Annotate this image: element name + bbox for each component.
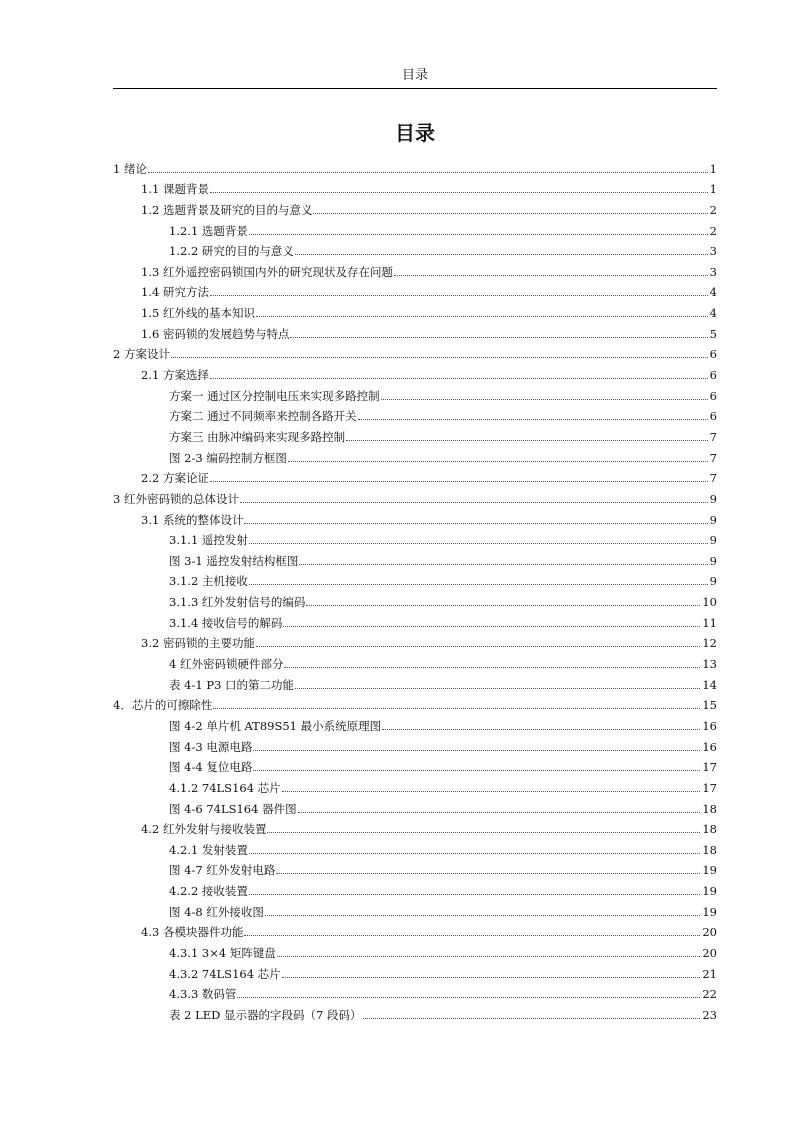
toc-leader-dots <box>277 955 701 957</box>
toc-entry-title: 3.1.2 主机接收 <box>169 574 248 589</box>
toc-leader-dots <box>358 418 708 420</box>
toc-entry[interactable] <box>113 404 717 425</box>
toc-entry[interactable] <box>113 445 717 466</box>
toc-entry[interactable] <box>113 177 717 198</box>
toc-entry[interactable] <box>113 1002 717 1023</box>
toc-entry-title: 表 2 LED 显示器的字段码（7 段码） <box>169 1007 362 1022</box>
toc-leader-dots <box>249 893 700 895</box>
toc-entry-title: 1.4 研究方法 <box>141 285 209 300</box>
toc-entry-title: 3.1.3 红外发射信号的编码 <box>169 595 306 610</box>
toc-leader-dots <box>346 439 708 441</box>
toc-entry-title: 1.5 红外线的基本知识 <box>141 306 255 321</box>
toc-entry[interactable] <box>113 383 717 404</box>
toc-entry[interactable] <box>113 775 717 796</box>
toc-entry-page: 4 <box>709 285 717 300</box>
toc-entry-page: 11 <box>702 615 717 630</box>
toc-entry-title: 4.3.1 3×4 矩阵键盘 <box>169 945 276 960</box>
toc-entry-title: 方案一 通过区分控制电压来实现多路控制 <box>169 388 380 403</box>
toc-entry[interactable] <box>113 899 717 920</box>
toc-entry-title: 图 2-3 编码控制方框图 <box>169 450 287 465</box>
toc-leader-dots <box>298 811 701 813</box>
toc-leader-dots <box>249 583 708 585</box>
toc-entry-title: 1.2 选题背景及研究的目的与意义 <box>141 202 313 217</box>
toc-leader-dots <box>253 749 700 751</box>
toc-leader-dots <box>290 336 707 338</box>
toc-leader-dots <box>171 356 708 358</box>
toc-entry-page: 18 <box>702 842 717 857</box>
toc-entry[interactable] <box>113 610 717 631</box>
toc-entry-title: 表 4-1 P3 口的第二功能 <box>169 677 295 692</box>
toc-entry-title: 1.1 课题背景 <box>141 182 209 197</box>
toc-entry-title: 4.2 红外发射与接收装置 <box>141 822 267 837</box>
toc-entry-page: 4 <box>709 306 717 321</box>
toc-leader-dots <box>244 934 700 936</box>
toc-entry-page: 17 <box>702 760 717 775</box>
toc-entry-page: 16 <box>702 739 717 754</box>
toc-entry-page: 18 <box>702 822 717 837</box>
toc-entry-page: 9 <box>709 491 717 506</box>
toc-entry-page: 15 <box>702 698 717 713</box>
toc-entry-title: 图 3-1 遥控发射结构框图 <box>169 553 299 568</box>
toc-leader-dots <box>282 976 701 978</box>
toc-entry[interactable] <box>113 528 717 549</box>
toc-entry[interactable] <box>113 321 717 342</box>
toc-entry[interactable] <box>113 755 717 776</box>
toc-entry-title: 3.2 密码锁的主要功能 <box>141 636 255 651</box>
toc-entry[interactable] <box>113 796 717 817</box>
toc-entry[interactable] <box>113 734 717 755</box>
toc-entry-page: 6 <box>709 368 717 383</box>
toc-entry-title: 图 4-3 电源电路 <box>169 739 253 754</box>
toc-leader-dots <box>313 212 707 214</box>
toc-leader-dots <box>276 872 700 874</box>
toc-leader-dots <box>265 914 701 916</box>
toc-entry-page: 6 <box>709 409 717 424</box>
toc-entry-title: 图 4-8 红外接收图 <box>169 904 264 919</box>
toc-entry-page: 16 <box>702 718 717 733</box>
toc-entry[interactable] <box>113 342 717 363</box>
toc-entry-title: 图 4-7 红外发射电路 <box>169 863 276 878</box>
toc-entry[interactable] <box>113 197 717 218</box>
toc-entry-title: 4.2.2 接收装置 <box>169 884 248 899</box>
toc-entry-page: 1 <box>709 182 717 197</box>
toc-entry[interactable] <box>113 362 717 383</box>
toc-entry-page: 9 <box>709 533 717 548</box>
toc-entry[interactable] <box>113 940 717 961</box>
toc-entry[interactable] <box>113 920 717 941</box>
toc-entry-page: 9 <box>709 512 717 527</box>
toc-entry-title: 1.3 红外遥控密码锁国内外的研究现状及存在问题 <box>141 264 393 279</box>
toc-entry[interactable] <box>113 507 717 528</box>
toc-entry-title: 4.2.1 发射装置 <box>169 842 248 857</box>
toc-entry-page: 10 <box>702 595 717 610</box>
toc-entry-page: 13 <box>702 657 717 672</box>
toc-leader-dots <box>253 769 700 771</box>
toc-entry[interactable] <box>113 300 717 321</box>
toc-entry[interactable] <box>113 424 717 445</box>
toc-entry-page: 6 <box>709 347 717 362</box>
toc-entry-page: 19 <box>702 863 717 878</box>
toc-entry[interactable] <box>113 651 717 672</box>
toc-leader-dots <box>210 294 708 296</box>
toc-entry[interactable] <box>113 280 717 301</box>
toc-entry-page: 2 <box>709 202 717 217</box>
toc-leader-dots <box>284 666 700 668</box>
toc-entry[interactable] <box>113 486 717 507</box>
toc-entry-title: 4.3.2 74LS164 芯片 <box>169 966 281 981</box>
toc-entry-page: 23 <box>702 1007 717 1022</box>
toc-leader-dots <box>256 645 700 647</box>
toc-entry[interactable] <box>113 817 717 838</box>
toc-leader-dots <box>148 171 708 173</box>
toc-leader-dots <box>394 274 708 276</box>
toc-leader-dots <box>240 501 708 503</box>
toc-entry-title: 2.2 方案论证 <box>141 471 209 486</box>
toc-entry-title: 1.2.2 研究的目的与意义 <box>169 244 294 259</box>
toc-entry-title: 方案三 由脉冲编码来实现多路控制 <box>169 429 346 444</box>
toc-leader-dots <box>249 542 708 544</box>
toc-title: 目录 <box>395 121 435 145</box>
toc-leader-dots <box>295 687 700 689</box>
toc-entry-title: 3.1.4 接收信号的解码 <box>169 615 283 630</box>
toc-leader-dots <box>382 728 700 730</box>
toc-entry-page: 5 <box>709 326 717 341</box>
toc-entry-title: 3 红外密码锁的总体设计 <box>113 491 239 506</box>
toc-entry-title: 1.2.1 选题背景 <box>169 223 248 238</box>
toc-entry-page: 14 <box>702 677 717 692</box>
toc-entry-page: 18 <box>702 801 717 816</box>
toc-entry[interactable] <box>113 466 717 487</box>
toc-entry[interactable] <box>113 156 717 177</box>
toc-entry-page: 19 <box>702 904 717 919</box>
toc-entry-page: 3 <box>709 264 717 279</box>
toc-leader-dots <box>256 315 708 317</box>
toc-entry[interactable] <box>113 878 717 899</box>
toc-entry[interactable] <box>113 631 717 652</box>
toc-leader-dots <box>283 625 700 627</box>
toc-leader-dots <box>363 1017 701 1019</box>
toc-entry-title: 4.1.2 74LS164 芯片 <box>169 780 281 795</box>
toc-entry-title: 2 方案设计 <box>113 347 170 362</box>
toc-entry-title: 图 4-6 74LS164 器件图 <box>169 801 297 816</box>
toc-entry[interactable] <box>113 837 717 858</box>
toc-entry-title: 4 红外密码锁硬件部分 <box>169 657 284 672</box>
toc-leader-dots <box>213 707 700 709</box>
toc-entry-page: 1 <box>709 161 717 176</box>
toc-leader-dots <box>237 996 700 998</box>
toc-leader-dots <box>282 790 701 792</box>
toc-entry[interactable] <box>113 259 717 280</box>
toc-entry-title: 3.1 系统的整体设计 <box>141 512 244 527</box>
toc-leader-dots <box>210 191 708 193</box>
page-header: 目录 <box>113 66 717 89</box>
toc-entry-page: 7 <box>709 471 717 486</box>
toc-entry[interactable] <box>113 858 717 879</box>
toc-leader-dots <box>299 563 707 565</box>
toc-entry-page: 7 <box>709 450 717 465</box>
toc-entry-title: 2.1 方案选择 <box>141 368 209 383</box>
toc-entry-title: 1 绪论 <box>113 161 147 176</box>
toc-entry[interactable] <box>113 961 717 982</box>
toc-entry[interactable] <box>113 548 717 569</box>
toc-entry-title: 方案二 通过不同频率来控制各路开关 <box>169 409 357 424</box>
toc-leader-dots <box>295 253 708 255</box>
toc-entry-title: 3.1.1 遥控发射 <box>169 533 248 548</box>
toc-entry-title: 1.6 密码锁的发展趋势与特点 <box>141 326 290 341</box>
toc-entry-page: 12 <box>702 636 717 651</box>
toc-entry-page: 2 <box>709 223 717 238</box>
toc-entry-page: 9 <box>709 553 717 568</box>
toc-entry-page: 9 <box>709 574 717 589</box>
toc-leader-dots <box>267 831 700 833</box>
toc-entry[interactable] <box>113 589 717 610</box>
toc-leader-dots <box>306 604 700 606</box>
toc-leader-dots <box>210 377 708 379</box>
toc-entry-title: 4．芯片的可擦除性 <box>113 698 213 713</box>
toc-entry[interactable] <box>113 239 717 260</box>
toc-entry-page: 3 <box>709 244 717 259</box>
toc-entry-page: 19 <box>702 884 717 899</box>
toc-leader-dots <box>381 398 708 400</box>
toc-entry-title: 4.3.3 数码管 <box>169 987 237 1002</box>
toc-leader-dots <box>244 522 707 524</box>
toc-entry-page: 7 <box>709 429 717 444</box>
toc-entry[interactable] <box>113 218 717 239</box>
toc-entry[interactable] <box>113 713 717 734</box>
toc-entry[interactable] <box>113 982 717 1003</box>
toc-leader-dots <box>288 460 708 462</box>
table-of-contents <box>113 156 717 1023</box>
toc-entry-title: 图 4-2 单片机 AT89S51 最小系统原理图 <box>169 718 382 733</box>
toc-entry-title: 4.3 各模块器件功能 <box>141 925 244 940</box>
toc-entry-page: 20 <box>702 925 717 940</box>
toc-entry-page: 6 <box>709 388 717 403</box>
toc-entry[interactable] <box>113 693 717 714</box>
toc-entry-page: 22 <box>702 987 717 1002</box>
toc-leader-dots <box>249 852 700 854</box>
toc-entry-title: 图 4-4 复位电路 <box>169 760 253 775</box>
toc-entry-page: 21 <box>702 966 717 981</box>
toc-entry-page: 20 <box>702 945 717 960</box>
toc-entry[interactable] <box>113 569 717 590</box>
toc-entry-page: 17 <box>702 780 717 795</box>
toc-entry[interactable] <box>113 672 717 693</box>
toc-leader-dots <box>210 480 708 482</box>
toc-leader-dots <box>249 233 708 235</box>
